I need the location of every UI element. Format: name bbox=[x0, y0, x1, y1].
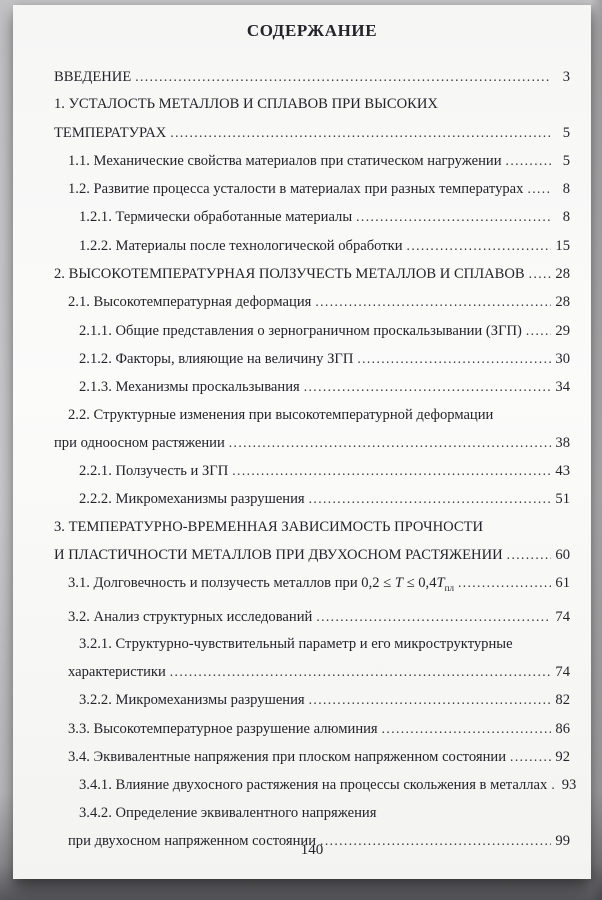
dot-leader bbox=[510, 743, 551, 771]
dot-leader bbox=[309, 686, 551, 714]
toc-page-number: 86 bbox=[555, 720, 570, 737]
dot-leader bbox=[506, 147, 551, 175]
dot-leader bbox=[232, 457, 551, 485]
dot-leader bbox=[170, 119, 551, 147]
toc-page-number: 93 bbox=[561, 777, 577, 794]
toc-entry-text: 1. УСТАЛОСТЬ МЕТАЛЛОВ И СПЛАВОВ ПРИ ВЫСОКИХ bbox=[54, 96, 438, 113]
toc-entry-line bbox=[54, 771, 577, 799]
dot-leader bbox=[304, 373, 551, 401]
toc-entry-text: 2.1. Высокотемпературная деформация bbox=[68, 294, 312, 311]
toc-entry-line bbox=[54, 541, 570, 569]
toc-list bbox=[54, 63, 577, 855]
toc-page-number: 51 bbox=[555, 491, 570, 508]
toc-entry-line bbox=[54, 686, 570, 714]
page-content bbox=[54, 21, 577, 867]
toc-entry-text: ТЕМПЕРАТУРАХ bbox=[54, 124, 167, 141]
dot-leader bbox=[507, 541, 551, 569]
dot-leader bbox=[316, 603, 551, 631]
toc-page-number: 15 bbox=[555, 237, 570, 254]
toc-entry-text: 3.4. Эквивалентные напряжения при плоском напряженном состоянии bbox=[68, 749, 507, 766]
toc-entry-text: 1.2.1. Термически обработанные материалы bbox=[79, 209, 353, 226]
toc-entry-line bbox=[54, 91, 570, 118]
toc-entry-text: 2.1.1. Общие представления о зернограничном проскальзывании (ЗГП) bbox=[79, 322, 522, 339]
toc-page-number: 38 bbox=[555, 434, 570, 451]
toc-entry-text: характеристики bbox=[68, 664, 166, 681]
toc-entry-line bbox=[54, 569, 570, 602]
toc-entry-line bbox=[54, 485, 570, 513]
toc-entry-text: при двухосном напряженном состоянии bbox=[68, 832, 317, 849]
toc-entry-line bbox=[54, 288, 570, 316]
toc-entry-line bbox=[54, 402, 570, 429]
toc-page-number: 99 bbox=[555, 832, 570, 849]
dot-leader bbox=[527, 175, 551, 203]
toc-entry-line bbox=[54, 345, 570, 373]
toc-entry-line bbox=[54, 203, 570, 231]
toc-entry-text: 2.2. Структурные изменения при высокотемпературной деформации bbox=[68, 406, 494, 423]
photo-edge-shadow bbox=[590, 0, 602, 900]
toc-entry-line bbox=[54, 147, 570, 175]
dot-leader bbox=[529, 260, 551, 288]
toc-entry-text: 2.2.1. Ползучесть и ЗГП bbox=[79, 463, 229, 480]
dot-leader bbox=[407, 232, 551, 260]
toc-page-number: 82 bbox=[555, 692, 570, 709]
toc-entry-text: 3.4.2. Определение эквивалентного напряжения bbox=[79, 804, 377, 821]
toc-entry-text: 2. ВЫСОКОТЕМПЕРАТУРНАЯ ПОЛЗУЧЕСТЬ МЕТАЛЛОВ И СПЛАВОВ bbox=[54, 266, 525, 283]
toc-entry-line bbox=[54, 457, 570, 485]
toc-entry-line bbox=[54, 715, 570, 743]
dot-leader bbox=[170, 658, 551, 686]
toc-page-number: 29 bbox=[555, 322, 570, 339]
dot-leader bbox=[229, 429, 551, 457]
toc-entry-line bbox=[54, 603, 570, 631]
toc-page-number: 92 bbox=[555, 749, 570, 766]
dot-leader bbox=[315, 288, 551, 316]
toc-entry-text: при одноосном растяжении bbox=[54, 434, 225, 451]
toc-entry-text: 3.1. Долговечность и ползучесть металлов при $0,2 \le T \le 0,4T_{пл}$ bbox=[68, 575, 454, 594]
toc-entry-text: 3.4.1. Влияние двухосного растяжения на процессы скольжения в металлах bbox=[79, 777, 548, 794]
toc-entry-text: 3. ТЕМПЕРАТУРНО-ВРЕМЕННАЯ ЗАВИСИМОСТЬ ПРОЧНОСТИ bbox=[54, 518, 484, 535]
toc-entry-text: ВВЕДЕНИЕ bbox=[54, 69, 132, 85]
toc-page-number: 5 bbox=[562, 152, 570, 169]
toc-page-number: 60 bbox=[555, 547, 570, 564]
toc-page-number: 28 bbox=[555, 294, 570, 311]
toc-entry-line bbox=[54, 175, 570, 203]
toc-entry-line bbox=[54, 743, 570, 771]
toc-page-number: 43 bbox=[555, 463, 570, 480]
toc-page-number: 8 bbox=[562, 209, 570, 226]
dot-leader bbox=[309, 485, 551, 513]
toc-entry-text: И ПЛАСТИЧНОСТИ МЕТАЛЛОВ ПРИ ДВУХОСНОМ РАСТЯЖЕНИИ bbox=[54, 547, 503, 564]
toc-entry-line bbox=[54, 631, 570, 658]
toc-entry-text: 2.1.2. Факторы, влияющие на величину ЗГП bbox=[79, 350, 354, 367]
toc-entry-text: 3.3. Высокотемпературное разрушение алюминия bbox=[68, 720, 378, 737]
dot-leader bbox=[526, 317, 551, 345]
toc-entry-text: 1.2. Развитие процесса усталости в материалах при разных температурах bbox=[68, 181, 524, 198]
toc-entry-line bbox=[54, 260, 570, 288]
toc-entry-text: 3.2.1. Структурно-чувствительный параметр и его микроструктурные bbox=[79, 635, 513, 652]
toc-page-number: 34 bbox=[555, 379, 570, 396]
toc-entry-line bbox=[54, 119, 570, 147]
toc-page-number: 3 bbox=[562, 69, 570, 85]
toc-entry-text: 1.2.2. Материалы после технологической обработки bbox=[79, 237, 403, 254]
dot-leader bbox=[458, 569, 551, 597]
page-title: СОДЕРЖАНИЕ bbox=[246, 21, 378, 40]
toc-page-number: 28 bbox=[555, 266, 570, 283]
dot-leader bbox=[382, 715, 551, 743]
toc-entry-line bbox=[54, 232, 570, 260]
toc-page-number: 5 bbox=[562, 124, 570, 141]
toc-page-number: 8 bbox=[562, 181, 570, 198]
toc-page-number: 74 bbox=[555, 608, 570, 625]
toc-entry-text: 3.2.2. Микромеханизмы разрушения bbox=[79, 692, 305, 709]
toc-entry-text: 2.2.2. Микромеханизмы разрушения bbox=[79, 491, 305, 508]
dot-leader bbox=[357, 345, 551, 373]
footer-page-number: 140 bbox=[300, 842, 324, 858]
toc-entry-line bbox=[54, 800, 570, 827]
toc-entry-text: 1.1. Механические свойства материалов при статическом нагружении bbox=[68, 152, 502, 169]
dot-leader bbox=[551, 771, 557, 799]
toc-page-number: 61 bbox=[555, 575, 570, 592]
dot-leader bbox=[135, 63, 551, 91]
toc-entry-text: 2.1.3. Механизмы проскальзывания bbox=[79, 379, 300, 396]
toc-entry-text: 3.2. Анализ структурных исследований bbox=[68, 608, 313, 625]
toc-entry-line bbox=[54, 658, 570, 686]
toc-entry-line bbox=[54, 373, 570, 401]
toc-entry-line bbox=[54, 63, 570, 91]
toc-page-number: 74 bbox=[555, 664, 570, 681]
toc-entry-line bbox=[54, 514, 570, 541]
book-page bbox=[13, 5, 591, 879]
dot-leader bbox=[356, 203, 551, 231]
toc-entry-line bbox=[54, 317, 570, 345]
toc-page-number: 30 bbox=[555, 350, 570, 367]
toc-entry-line bbox=[54, 429, 570, 457]
